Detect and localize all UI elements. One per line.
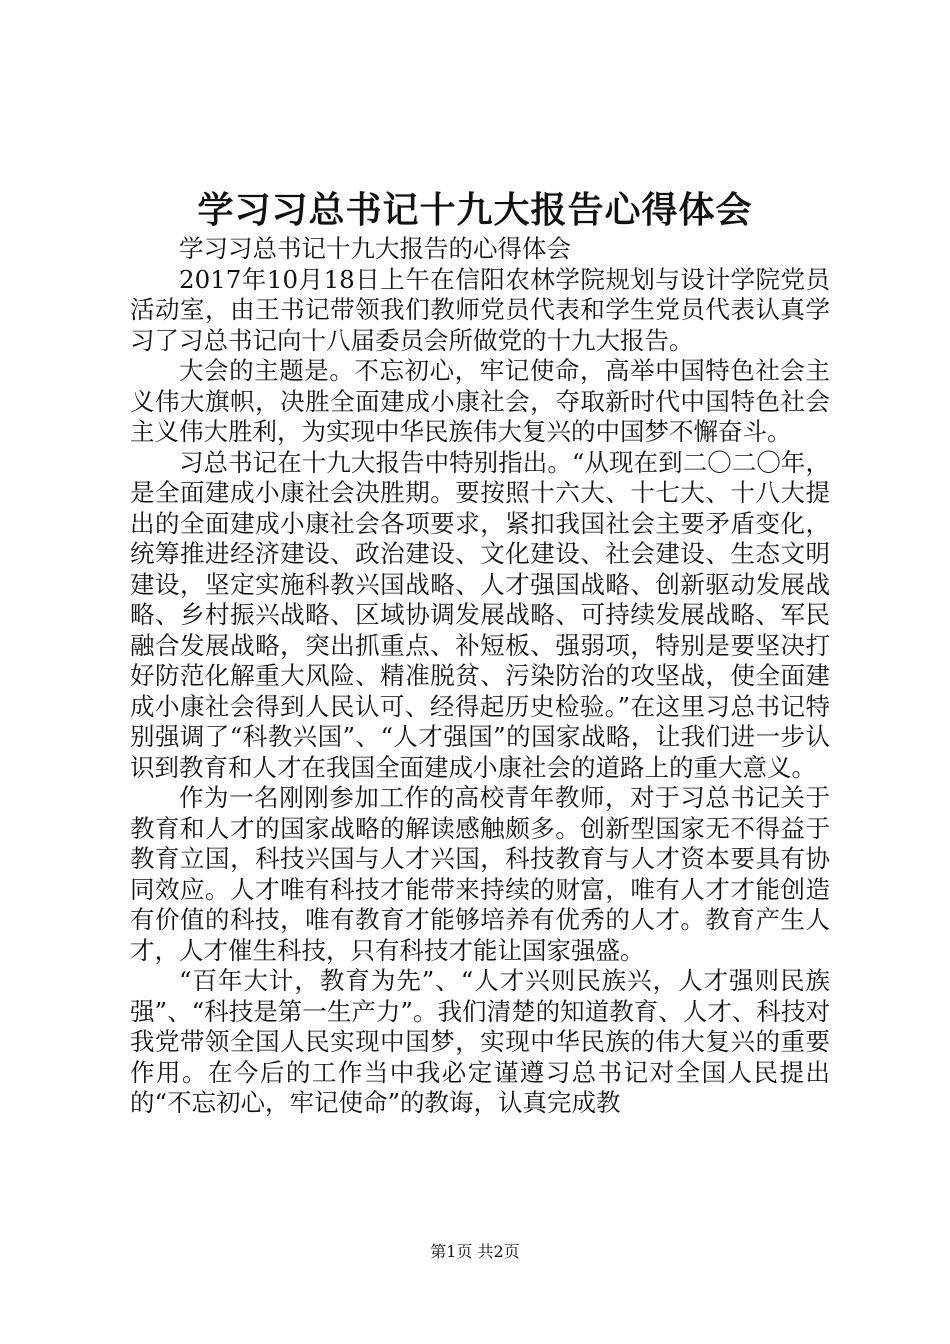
paragraph-teacher-reflection: 作为一名刚刚参加工作的高校青年教师，对于习总书记关于教育和人才的国家战略的解读感触颇多。创新型国家无不得益于教育立国，科技兴国与人才兴国，科技教育与人才资本要具有协同效应。人才唯有科技才能带来持续的财富，唯有人才才能创造有价值的科技，唯有教育才能够培养有优秀的人才。教育产生人才，人才催生科技，只有科技才能让国家强盛。 [130,783,830,965]
paragraph-conference-theme: 大会的主题是。不忘初心，牢记使命，高举中国特色社会主义伟大旗帜，决胜全面建成小康社会，夺取新时代中国特色社会主义伟大胜利，为实现中华民族伟大复兴的中国梦不懈奋斗。 [130,356,830,446]
paragraph-report-quote: 习总书记在十九大报告中特别指出。“从现在到二〇二〇年，是全面建成小康社会决胜期。要按照十六大、十七大、十八大提出的全面建成小康社会各项要求，紧扣我国社会主要矛盾变化，统筹推进经济建设、政治建设、文化建设、社会建设、生态文明建设，坚定实施科教兴国战略、人才强国战略、创新驱动发展战略、乡村振兴战略、区域协调发展战略、可持续发展战略、军民融合发展战略，突出抓重点、补短板、强弱项，特别是要坚决打好防范化解重大风险、精准脱贫、污染防治的攻坚战，使全面建成小康社会得到人民认可、经得起历史检验。”在这里习总书记特别强调了“科教兴国”、“人才强国”的国家战略，让我们进一步认识到教育和人才在我国全面建成小康社会的道路上的重大意义。 [130,447,830,782]
paragraph-subtitle: 学习习总书记十九大报告的心得体会 [179,234,571,263]
page-number-footer: 第1页 共2页 [430,1242,520,1261]
document-body [130,234,830,1119]
document-title: 学习习总书记十九大报告心得体会 [197,189,753,231]
paragraph-meeting-info: 2017年10月18日上午在信阳农林学院规划与设计学院党员活动室，由王书记带领我们教师党员代表和学生党员代表认真学习了习总书记向十八届委员会所做党的十九大报告。 [130,264,830,355]
paragraph-education-priority: “百年大计，教育为先”、“人才兴则民族兴，人才强则民族强”、“科技是第一生产力”。我们清楚的知道教育、人才、科技对我党带领全国人民实现中国梦，实现中华民族的伟大复兴的重要作用。在今后的工作当中我必定谨遵习总书记对全国人民提出的“不忘初心，牢记使命”的教诲，认真完成教 [130,966,830,1117]
